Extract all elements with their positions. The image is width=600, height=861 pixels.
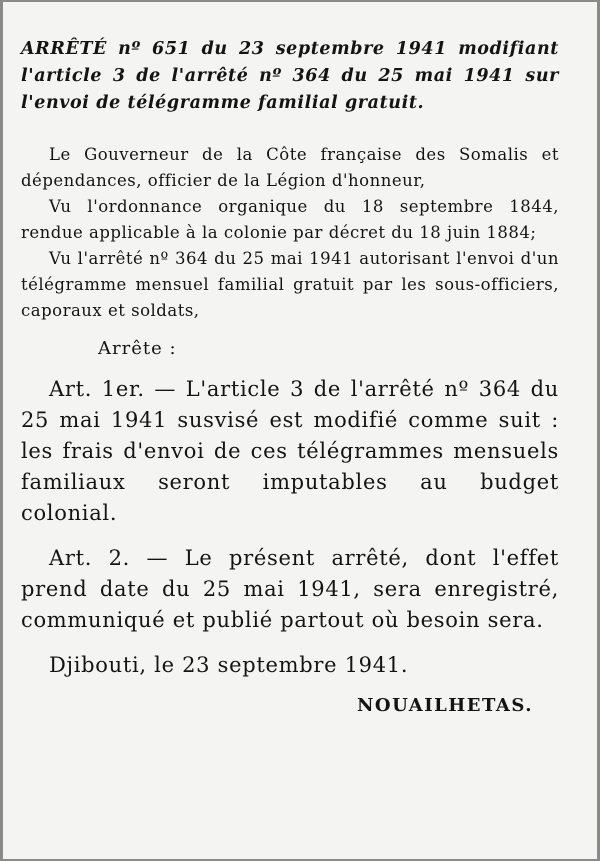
- signature: NOUAILHETAS.: [356, 695, 533, 716]
- place-and-date: Djibouti, le 23 septembre 1941.: [49, 653, 409, 677]
- considerant-arrete: Vu l'arrêté nº 364 du 25 mai 1941 autorisant l'envoi d'un télégramme mensuel familial gratuit par les sous-officiers, caporaux et soldats,: [21, 249, 559, 320]
- considerant-ordonnance: Vu l'ordonnance organique du 18 septembre 1844, rendue applicable à la colonie par décret du 18 juin 1884;: [21, 197, 559, 242]
- preamble-governor: Le Gouverneur de la Côte française des Somalis et dépendances, officier de la Légion d'honneur,: [21, 145, 559, 190]
- article-1: Art. 1er. — L'article 3 de l'arrêté nº 364 du 25 mai 1941 susvisé est modifié comme suit : les frais d'envoi de ces télégrammes mensuels familiaux seront imputables au budget colonial.: [21, 377, 559, 525]
- decree-title: ARRÊTÉ nº 651 du 23 septembre 1941 modifiant l'article 3 de l'arrêté nº 364 du 25 mai 1941 sur l'envoi de télégramme familial gratuit.: [21, 39, 559, 113]
- title-spacer: [21, 117, 559, 142]
- arrete-heading: Arrête :: [98, 338, 177, 359]
- article-2: Art. 2. — Le présent arrêté, dont l'effet prend date du 25 mai 1941, sera enregistré, communiqué et publié partout où besoin sera.: [21, 546, 559, 632]
- document-body: [21, 36, 559, 719]
